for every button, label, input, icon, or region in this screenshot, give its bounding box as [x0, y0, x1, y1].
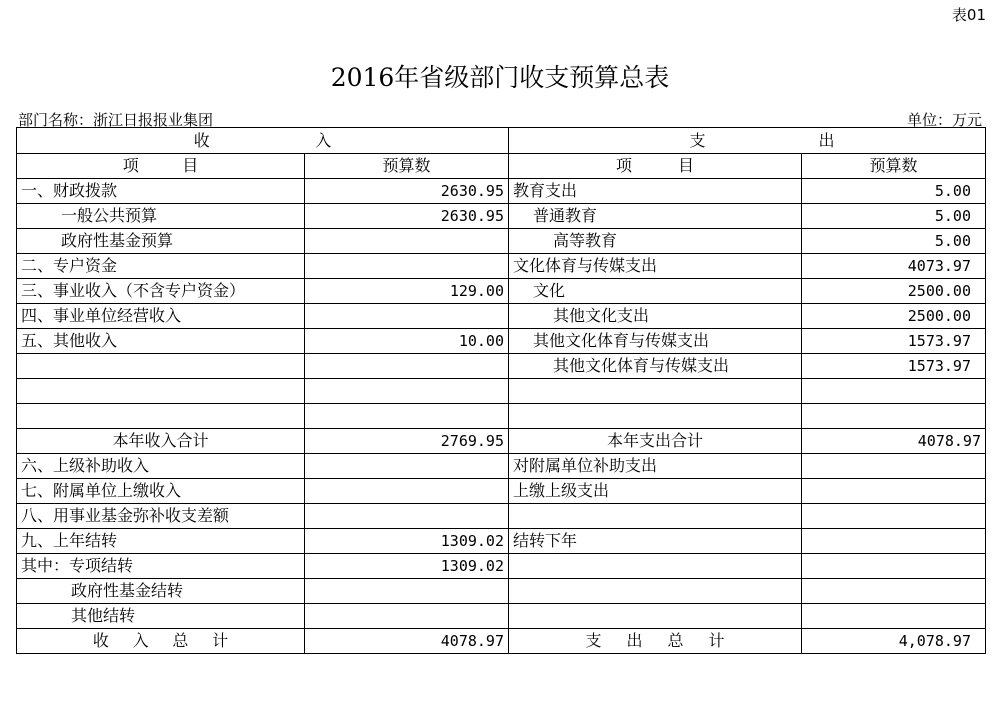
expense-value-cell: 4078.97 [802, 429, 986, 454]
table-row [17, 504, 986, 529]
table-row [17, 554, 986, 579]
expense-value-cell: 5.00 [802, 229, 986, 254]
income-value-cell: 129.00 [305, 279, 509, 304]
table-number: 表01 [951, 6, 986, 24]
income-item-cell: 二、专户资金 [17, 254, 305, 279]
total-char: 计 [708, 631, 725, 650]
table-row [17, 604, 986, 629]
income-value-cell [305, 254, 509, 279]
expense-item-cell [509, 379, 802, 404]
expense-item-cell [509, 604, 802, 629]
table-row [17, 379, 986, 404]
income-total-value: 4078.97 [305, 629, 509, 654]
expense-item-cell: 对附属单位补助支出 [509, 454, 802, 479]
income-item-cell: 六、上级补助收入 [17, 454, 305, 479]
expense-item-cell: 其他文化体育与传媒支出 [509, 354, 802, 379]
total-char: 出 [626, 631, 643, 650]
total-char: 总 [667, 631, 684, 650]
table-row [17, 179, 986, 204]
income-item-header [17, 154, 305, 179]
grand-total-row [17, 629, 986, 654]
income-item-cell [17, 404, 305, 429]
expense-value-cell [802, 504, 986, 529]
income-value-cell [305, 354, 509, 379]
expense-value-cell: 2500.00 [802, 304, 986, 329]
income-value-cell: 10.00 [305, 329, 509, 354]
table-row [17, 529, 986, 554]
income-value-cell: 2630.95 [305, 179, 509, 204]
income-value-cell: 2630.95 [305, 204, 509, 229]
expense-item-cell: 其他文化支出 [509, 304, 802, 329]
expense-item-cell: 文化 [509, 279, 802, 304]
income-value-cell [305, 579, 509, 604]
expense-total-value: 4,078.97 [802, 629, 986, 654]
income-item-cell [17, 379, 305, 404]
expense-total-label [509, 629, 802, 654]
expense-item-cell [509, 579, 802, 604]
income-value-cell [305, 454, 509, 479]
expense-value-cell: 2500.00 [802, 279, 986, 304]
total-char: 支 [585, 631, 602, 650]
unit-label: 单位：万元 [906, 111, 982, 129]
income-item-cell: 政府性基金结转 [17, 579, 305, 604]
expense-value-cell [802, 479, 986, 504]
expense-item-cell: 教育支出 [509, 179, 802, 204]
income-value-cell [305, 229, 509, 254]
table-row [17, 579, 986, 604]
expense-item-header [509, 154, 802, 179]
expense-item-cell: 文化体育与传媒支出 [509, 254, 802, 279]
department-name: 部门名称：浙江日报报业集团 [18, 111, 214, 129]
income-value-cell [305, 304, 509, 329]
item-char-b: 目 [677, 156, 694, 175]
income-value-cell: 1309.02 [305, 554, 509, 579]
income-item-cell: 其中：专项结转 [17, 554, 305, 579]
table-row [17, 354, 986, 379]
income-value-cell: 1309.02 [305, 529, 509, 554]
expense-budget-header: 预算数 [802, 154, 986, 179]
table-row [17, 204, 986, 229]
expense-value-cell [802, 404, 986, 429]
income-value-cell [305, 604, 509, 629]
expense-value-cell [802, 579, 986, 604]
income-value-cell [305, 479, 509, 504]
expense-item-cell: 本年支出合计 [509, 429, 802, 454]
income-item-cell: 其他结转 [17, 604, 305, 629]
income-char-a: 收 [193, 131, 210, 150]
expense-value-cell [802, 554, 986, 579]
income-value-cell: 2769.95 [305, 429, 509, 454]
income-item-cell: 四、事业单位经营收入 [17, 304, 305, 329]
expense-item-cell [509, 404, 802, 429]
expense-item-cell: 高等教育 [509, 229, 802, 254]
table-row [17, 404, 986, 429]
table-row [17, 479, 986, 504]
item-char-b: 目 [182, 156, 199, 175]
income-value-cell [305, 504, 509, 529]
income-item-cell: 七、附属单位上缴收入 [17, 479, 305, 504]
expense-char-a: 支 [689, 131, 706, 150]
table-row [17, 454, 986, 479]
expense-item-cell [509, 504, 802, 529]
expense-section-header [509, 128, 986, 154]
expense-value-cell [802, 604, 986, 629]
table-row [17, 254, 986, 279]
item-char-a: 项 [615, 156, 632, 175]
expense-item-cell [509, 554, 802, 579]
expense-value-cell: 1573.97 [802, 329, 986, 354]
income-item-cell: 一、财政拨款 [17, 179, 305, 204]
income-value-cell [305, 379, 509, 404]
expense-item-cell: 结转下年 [509, 529, 802, 554]
expense-char-b: 出 [818, 131, 835, 150]
table-row [17, 329, 986, 354]
expense-value-cell [802, 529, 986, 554]
expense-value-cell: 5.00 [802, 179, 986, 204]
expense-value-cell [802, 379, 986, 404]
expense-value-cell: 1573.97 [802, 354, 986, 379]
income-section-header [17, 128, 509, 154]
income-item-cell: 三、事业收入（不含专户资金） [17, 279, 305, 304]
income-value-cell [305, 404, 509, 429]
item-char-a: 项 [122, 156, 139, 175]
expense-item-cell: 其他文化体育与传媒支出 [509, 329, 802, 354]
table-row [17, 279, 986, 304]
expense-item-cell: 普通教育 [509, 204, 802, 229]
table-row [17, 429, 986, 454]
income-item-cell: 一般公共预算 [17, 204, 305, 229]
total-char: 入 [132, 631, 149, 650]
expense-value-cell: 4073.97 [802, 254, 986, 279]
budget-table [16, 127, 986, 654]
income-item-cell: 八、用事业基金弥补收支差额 [17, 504, 305, 529]
income-item-cell: 政府性基金预算 [17, 229, 305, 254]
income-item-cell: 本年收入合计 [17, 429, 305, 454]
section-header-row [17, 128, 986, 154]
expense-item-cell: 上缴上级支出 [509, 479, 802, 504]
income-budget-header: 预算数 [305, 154, 509, 179]
table-row [17, 229, 986, 254]
income-item-cell [17, 354, 305, 379]
column-header-row [17, 154, 986, 179]
expense-value-cell [802, 454, 986, 479]
income-char-b: 入 [315, 131, 332, 150]
table-row [17, 304, 986, 329]
expense-value-cell: 5.00 [802, 204, 986, 229]
total-char: 计 [212, 631, 229, 650]
income-total-label [17, 629, 305, 654]
total-char: 收 [92, 631, 109, 650]
income-item-cell: 五、其他收入 [17, 329, 305, 354]
income-item-cell: 九、上年结转 [17, 529, 305, 554]
page-title: 2016年省级部门收支预算总表 [330, 63, 670, 92]
total-char: 总 [172, 631, 189, 650]
